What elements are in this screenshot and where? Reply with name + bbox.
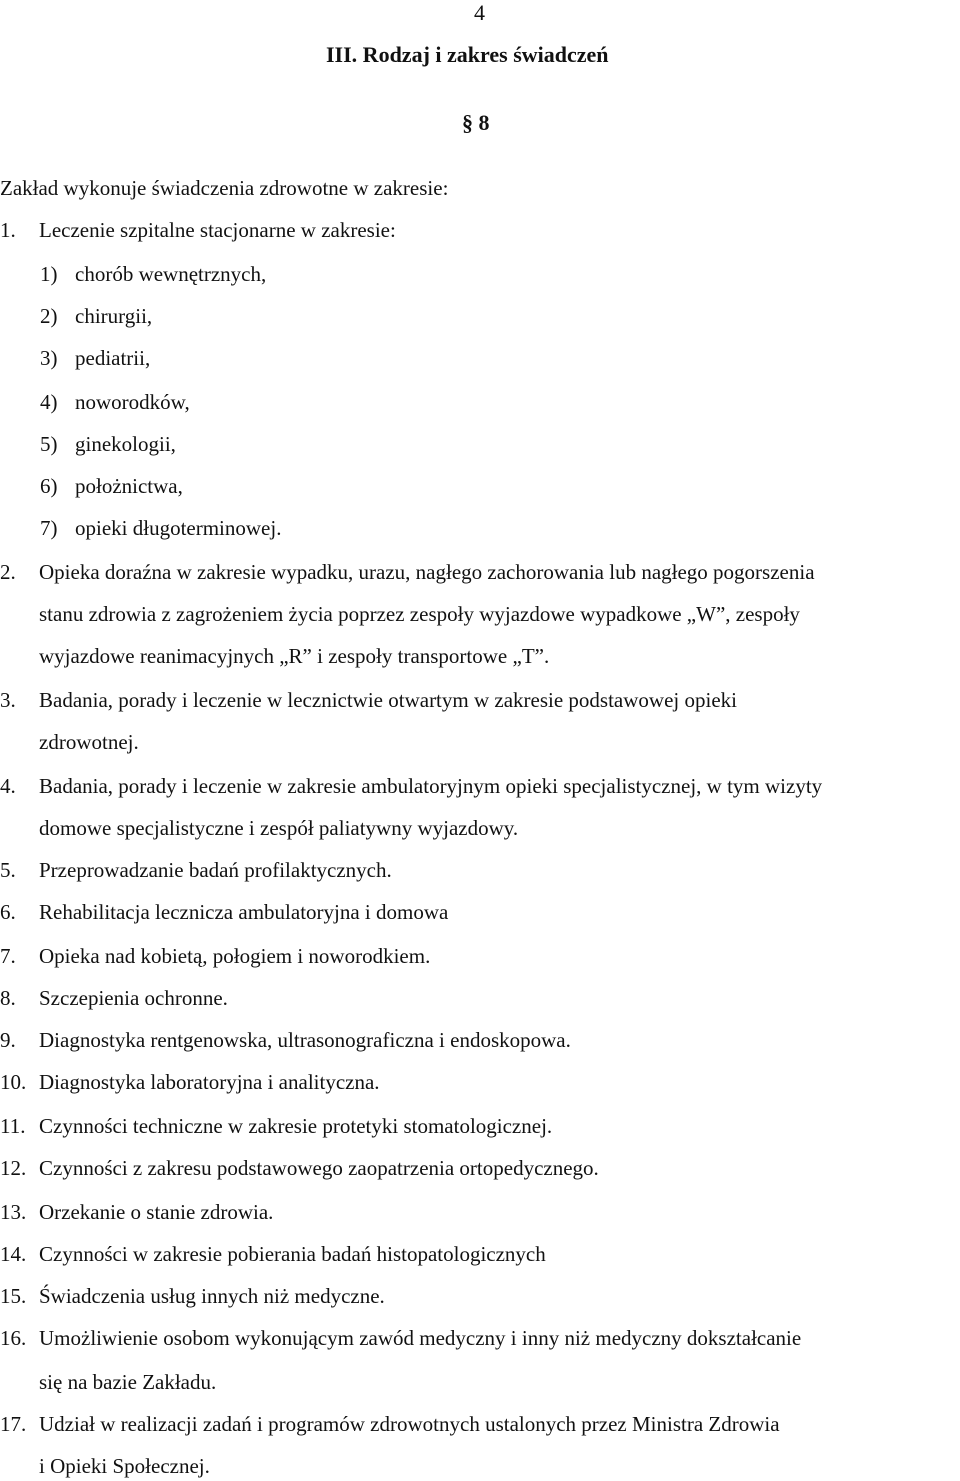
list-item-text: Udział w realizacji zadań i programów zdrowotnych ustalonych przez Ministra Zdrowia — [39, 1412, 780, 1436]
list-item-number: 5. — [0, 858, 16, 882]
sub-item-3 — [0, 346, 960, 376]
list-item-text: stanu zdrowia z zagrożeniem życia poprzez zespoły wyjazdowe wypadkowe „W”, zespoły — [39, 602, 800, 626]
sub-item-6 — [0, 474, 960, 504]
list-item-text: domowe specjalistyczne i zespół paliatywny wyjazdowy. — [39, 816, 519, 840]
list-item-number: 10. — [0, 1070, 27, 1094]
sub-item-number: 3) — [40, 346, 58, 370]
sub-item-number: 5) — [40, 432, 58, 456]
list-item-6 — [0, 900, 960, 930]
list-item-text: Szczepienia ochronne. — [39, 986, 228, 1010]
sub-item-text: pediatrii, — [75, 346, 151, 370]
list-item-text: Świadczenia usług innych niż medyczne. — [39, 1284, 385, 1308]
sub-item-text: noworodków, — [75, 390, 190, 414]
list-item-number: 6. — [0, 900, 16, 924]
list-item-number: 7. — [0, 944, 16, 968]
list-item-number: 2. — [0, 560, 16, 584]
list-item-number: 16. — [0, 1326, 27, 1350]
list-item-number: 14. — [0, 1242, 27, 1266]
list-item-text: wyjazdowe reanimacyjnych „R” i zespoły transportowe „T”. — [39, 644, 550, 668]
list-item-13 — [0, 1200, 960, 1230]
list-item-text: Leczenie szpitalne stacjonarne w zakresie: — [39, 218, 396, 242]
list-item-number: 1. — [0, 218, 16, 242]
list-item-text: Rehabilitacja lecznicza ambulatoryjna i domowa — [39, 900, 449, 924]
list-item-number: 13. — [0, 1200, 27, 1224]
list-item-text: Diagnostyka rentgenowska, ultrasonograficzna i endoskopowa. — [39, 1028, 571, 1052]
list-item-text: Umożliwienie osobom wykonującym zawód medyczny i inny niż medyczny dokształcanie — [39, 1326, 802, 1350]
list-item-number: 12. — [0, 1156, 27, 1180]
list-item-number: 15. — [0, 1284, 27, 1308]
list-item-17-line-2 — [0, 1454, 960, 1481]
list-item-text: i Opieki Społecznej. — [39, 1454, 210, 1478]
list-item-text: Badania, porady i leczenie w zakresie ambulatoryjnym opieki specjalistycznej, w tym wizyty — [39, 774, 823, 798]
list-item-16-line-2 — [0, 1370, 960, 1400]
page-number: 4 — [474, 0, 485, 25]
list-item-10 — [0, 1070, 960, 1100]
list-item-2-line-2 — [0, 602, 960, 632]
sub-item-number: 1) — [40, 262, 58, 286]
intro-text: Zakład wykonuje świadczenia zdrowotne w zakresie: — [0, 176, 449, 200]
list-item-11 — [0, 1114, 960, 1144]
sub-item-1 — [0, 262, 960, 292]
list-item-15 — [0, 1284, 960, 1314]
sub-item-text: położnictwa, — [75, 474, 183, 498]
list-item-12 — [0, 1156, 960, 1186]
sub-item-number: 2) — [40, 304, 58, 328]
list-item-text: Badania, porady i leczenie w lecznictwie otwartym w zakresie podstawowej opieki — [39, 688, 737, 712]
sub-item-number: 4) — [40, 390, 58, 414]
list-item-number: 9. — [0, 1028, 16, 1052]
list-item-text: Przeprowadzanie badań profilaktycznych. — [39, 858, 392, 882]
list-item-text: zdrowotnej. — [39, 730, 139, 754]
list-item-2-line-3 — [0, 644, 960, 674]
list-item-text: Opieka doraźna w zakresie wypadku, urazu, nagłego zachorowania lub nagłego pogorszenia — [39, 560, 815, 584]
list-item-number: 17. — [0, 1412, 27, 1436]
list-item-8 — [0, 986, 960, 1016]
sub-item-5 — [0, 432, 960, 462]
sub-item-4 — [0, 390, 960, 420]
list-item-text: Czynności techniczne w zakresie protetyki stomatologicznej. — [39, 1114, 553, 1138]
list-item-number: 3. — [0, 688, 16, 712]
sub-item-number: 7) — [40, 516, 58, 540]
list-item-number: 4. — [0, 774, 16, 798]
sub-item-text: chirurgii, — [75, 304, 153, 328]
list-item-3-line-2 — [0, 730, 960, 760]
chapter-title: III. Rodzaj i zakres świadczeń — [326, 42, 609, 67]
list-item-16 — [0, 1326, 960, 1356]
list-item-text: Czynności w zakresie pobierania badań histopatologicznych — [39, 1242, 546, 1266]
list-item-3 — [0, 688, 960, 718]
sub-item-text: ginekologii, — [75, 432, 176, 456]
sub-item-text: opieki długoterminowej. — [75, 516, 282, 540]
list-item-14 — [0, 1242, 960, 1272]
list-item-number: 8. — [0, 986, 16, 1010]
section-mark: § 8 — [462, 110, 490, 135]
list-item-4 — [0, 774, 960, 804]
sub-item-2 — [0, 304, 960, 334]
sub-item-text: chorób wewnętrznych, — [75, 262, 267, 286]
list-item-text: Opieka nad kobietą, połogiem i noworodkiem. — [39, 944, 431, 968]
list-item-7 — [0, 944, 960, 974]
sub-item-7 — [0, 516, 960, 546]
list-item-number: 11. — [0, 1114, 26, 1138]
list-item-text: Orzekanie o stanie zdrowia. — [39, 1200, 274, 1224]
sub-item-number: 6) — [40, 474, 58, 498]
list-item-text: Czynności z zakresu podstawowego zaopatrzenia ortopedycznego. — [39, 1156, 599, 1180]
list-item-5 — [0, 858, 960, 888]
list-item-2 — [0, 560, 960, 590]
list-item-4-line-2 — [0, 816, 960, 846]
list-item-17 — [0, 1412, 960, 1442]
list-item-9 — [0, 1028, 960, 1058]
list-item-text: się na bazie Zakładu. — [39, 1370, 217, 1394]
list-item-text: Diagnostyka laboratoryjna i analityczna. — [39, 1070, 380, 1094]
list-item-1 — [0, 218, 960, 248]
